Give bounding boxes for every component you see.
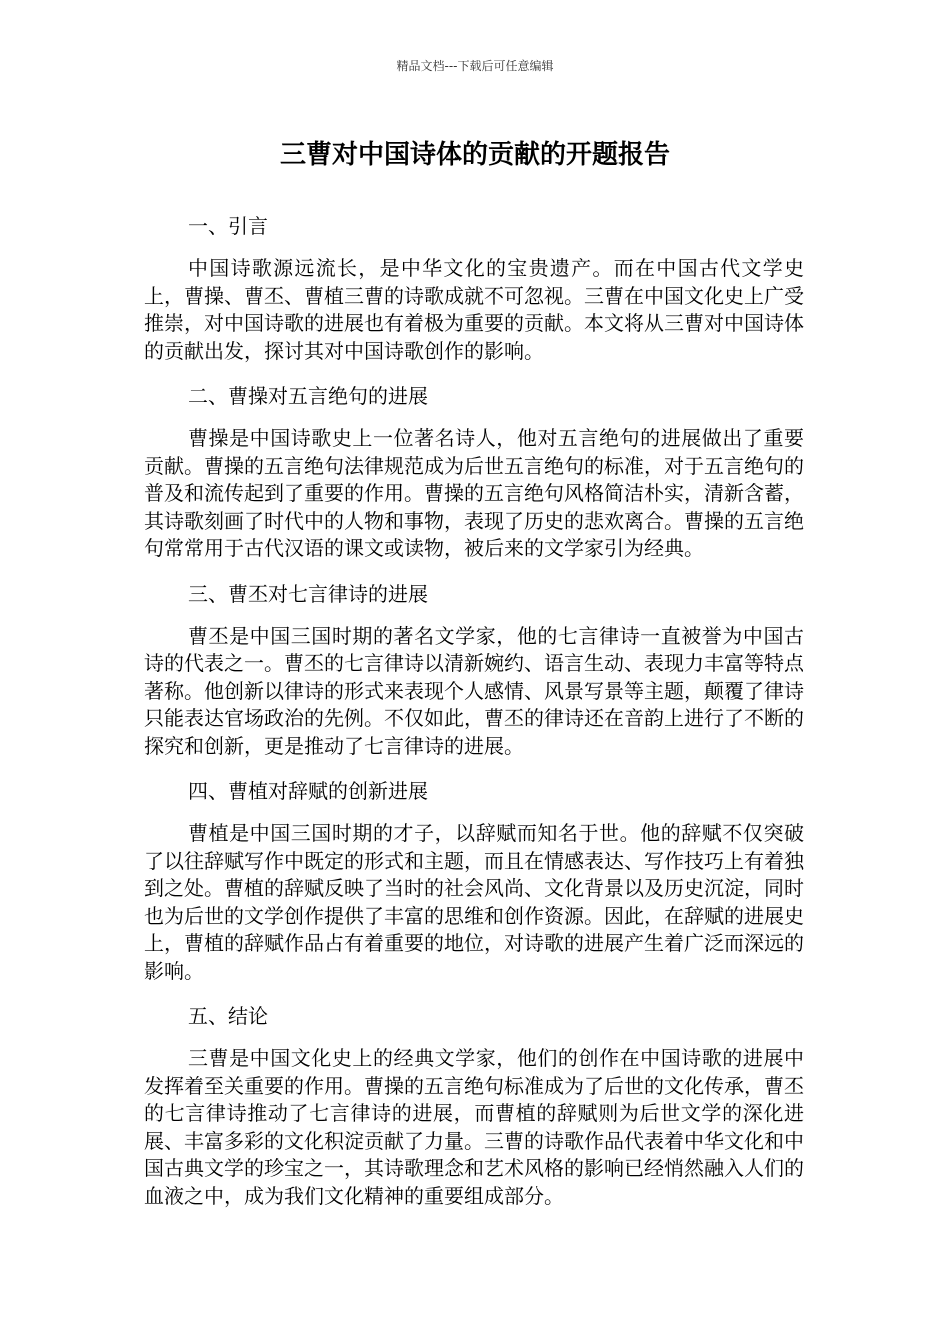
page-header: 精品文档---下载后可任意编辑 xyxy=(396,59,554,73)
section-paragraph-cao-cao: 曹操是中国诗歌史上一位著名诗人，他对五言绝句的进展做出了重要贡献。曹操的五言绝句法律规范成为后世五言绝句的标准，对于五言绝句的普及和流传起到了重要的作用。曹操的五言绝句风格简洁朴实，清新含蓄，其诗歌刻画了时代中的人物和事物，表现了历史的悲欢离合。曹操的五言绝句常常用于古代汉语的课文或读物，被后来的文学家引为经典。 xyxy=(144,426,804,560)
document-body xyxy=(144,212,804,1210)
section-heading-cao-pi: 三、曹丕对七言律诗的进展 xyxy=(188,581,428,606)
section-heading-cao-zhi: 四、曹植对辞赋的创新进展 xyxy=(188,779,428,803)
section-paragraph-cao-pi: 曹丕是中国三国时期的著名文学家，他的七言律诗一直被誉为中国古诗的代表之一。曹丕的七言律诗以清新婉约、语言生动、表现力丰富等特点著称。他创新以律诗的形式来表现个人感情、风景写景等主题，颠覆了律诗只能表达官场政治的先例。不仅如此，曹丕的律诗还在音韵上进行了不断的探究和创新，更是推动了七言律诗的进展。 xyxy=(144,623,804,758)
section-paragraph-introduction: 中国诗歌源远流长，是中华文化的宝贵遗产。而在中国古代文学史上，曹操、曹丕、曹植三曹的诗歌成就不可忽视。三曹在中国文化史上广受推崇，对中国诗歌的进展也有着极为重要的贡献。本文将从三曹对中国诗体的贡献出发，探讨其对中国诗歌创作的影响。 xyxy=(144,256,804,363)
section-heading-conclusion: 五、结论 xyxy=(188,1004,268,1028)
section-paragraph-cao-zhi: 曹植是中国三国时期的才子，以辞赋而知名于世。他的辞赋不仅突破了以往辞赋写作中既定的形式和主题，而且在情感表达、写作技巧上有着独到之处。曹植的辞赋反映了当时的社会风尚、文化背景以及历史沉淀，同时也为后世的文学创作提供了丰富的思维和创作资源。因此，在辞赋的进展史上，曹植的辞赋作品占有着重要的地位，对诗歌的进展产生着广泛而深远的影响。 xyxy=(144,821,804,983)
section-heading-introduction: 一、引言 xyxy=(188,214,268,238)
section-heading-cao-cao: 二、曹操对五言绝句的进展 xyxy=(188,384,428,408)
section-paragraph-conclusion: 三曹是中国文化史上的经典文学家，他们的创作在中国诗歌的进展中发挥着至关重要的作用。曹操的五言绝句标准成为了后世的文化传承，曹丕的七言律诗推动了七言律诗的进展，而曹植的辞赋则为后世文学的深化进展、丰富多彩的文化积淀贡献了力量。三曹的诗歌作品代表着中华文化和中国古典文学的珍宝之一，其诗歌理念和艺术风格的影响已经悄然融入人们的血液之中，成为我们文化精神的重要组成部分。 xyxy=(144,1046,804,1208)
document-title: 三曹对中国诗体的贡献的开题报告 xyxy=(279,140,670,170)
